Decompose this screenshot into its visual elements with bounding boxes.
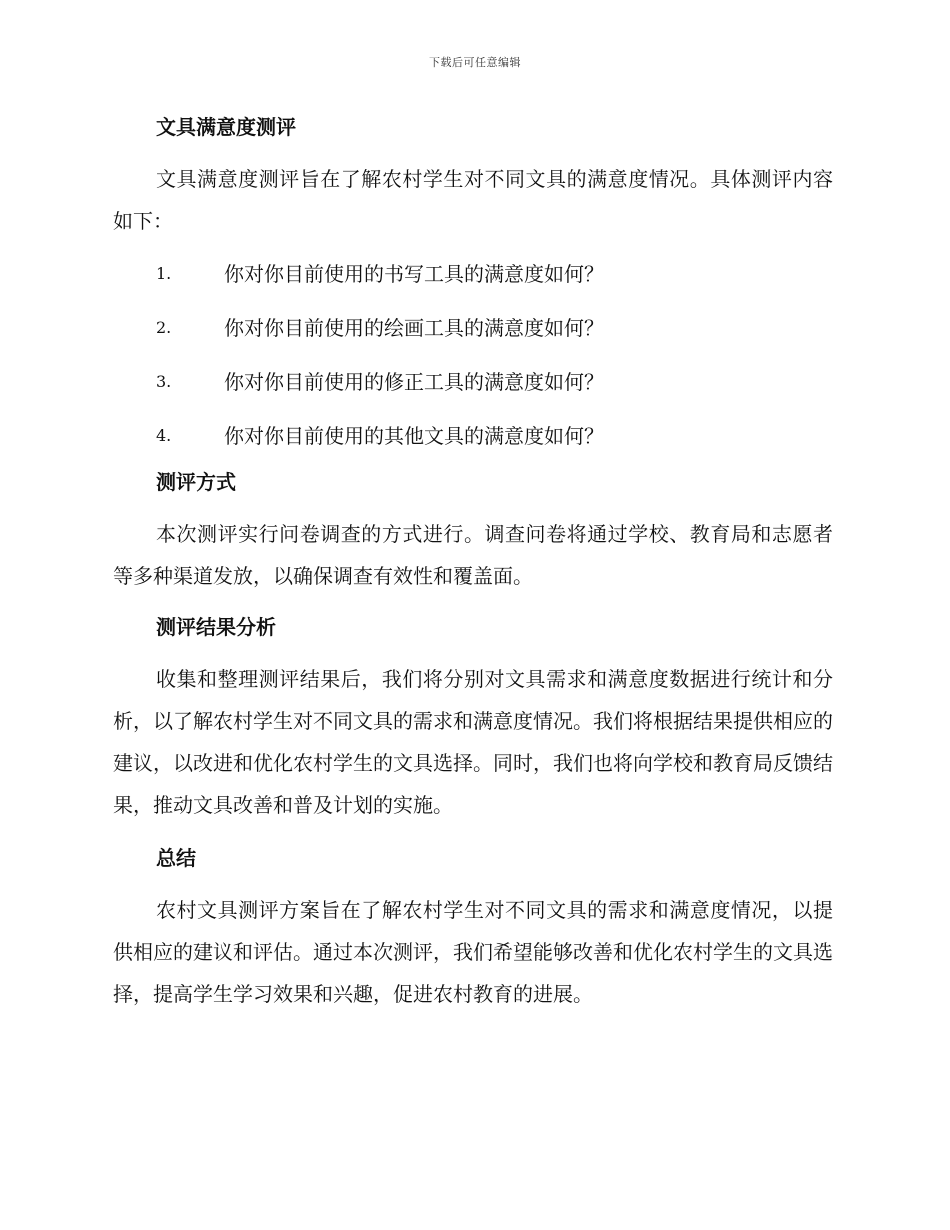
section-body-method: 本次测评实行问卷调查的方式进行。调查问卷将通过学校、教育局和志愿者等多种渠道发放，以确保调查有效性和覆盖面。	[113, 522, 833, 588]
list-item	[113, 247, 833, 301]
list-item-number: 1.	[156, 264, 172, 283]
section-title-analysis: 测评结果分析	[156, 615, 276, 639]
section-intro-satisfaction: 文具满意度测评旨在了解农村学生对不同文具的满意度情况。具体测评内容如下：	[113, 167, 833, 233]
section-body-analysis: 收集和整理测评结果后，我们将分别对文具需求和满意度数据进行统计和分析，以了解农村学生对不同文具的需求和满意度情况。我们将根据结果提供相应的建议，以改进和优化农村学生的文具选择。同时，我们也将向学校和教育局反馈结果，推动文具改善和普及计划的实施。	[113, 667, 833, 817]
list-item	[113, 301, 833, 355]
list-item	[113, 355, 833, 409]
document-body	[113, 110, 833, 1015]
list-item-text: 你对你目前使用的其他文具的满意度如何？	[224, 424, 604, 448]
list-item-text: 你对你目前使用的书写工具的满意度如何？	[224, 262, 604, 286]
section-title-satisfaction: 文具满意度测评	[156, 115, 296, 139]
section-title-summary: 总结	[156, 846, 196, 870]
list-item-number: 3.	[156, 372, 172, 391]
list-item	[113, 409, 833, 463]
list-item-number: 4.	[156, 426, 172, 445]
header-note: 下载后可任意编辑	[429, 56, 521, 69]
list-item-number: 2.	[156, 318, 172, 337]
section-body-summary: 农村文具测评方案旨在了解农村学生对不同文具的需求和满意度情况，以提供相应的建议和评估。通过本次测评，我们希望能够改善和优化农村学生的文具选择，提高学生学习效果和兴趣，促进农村教育的进展。	[113, 898, 833, 1006]
section-title-method: 测评方式	[156, 470, 236, 494]
list-item-text: 你对你目前使用的绘画工具的满意度如何？	[224, 316, 604, 340]
question-list	[113, 247, 833, 463]
list-item-text: 你对你目前使用的修正工具的满意度如何？	[224, 370, 604, 394]
